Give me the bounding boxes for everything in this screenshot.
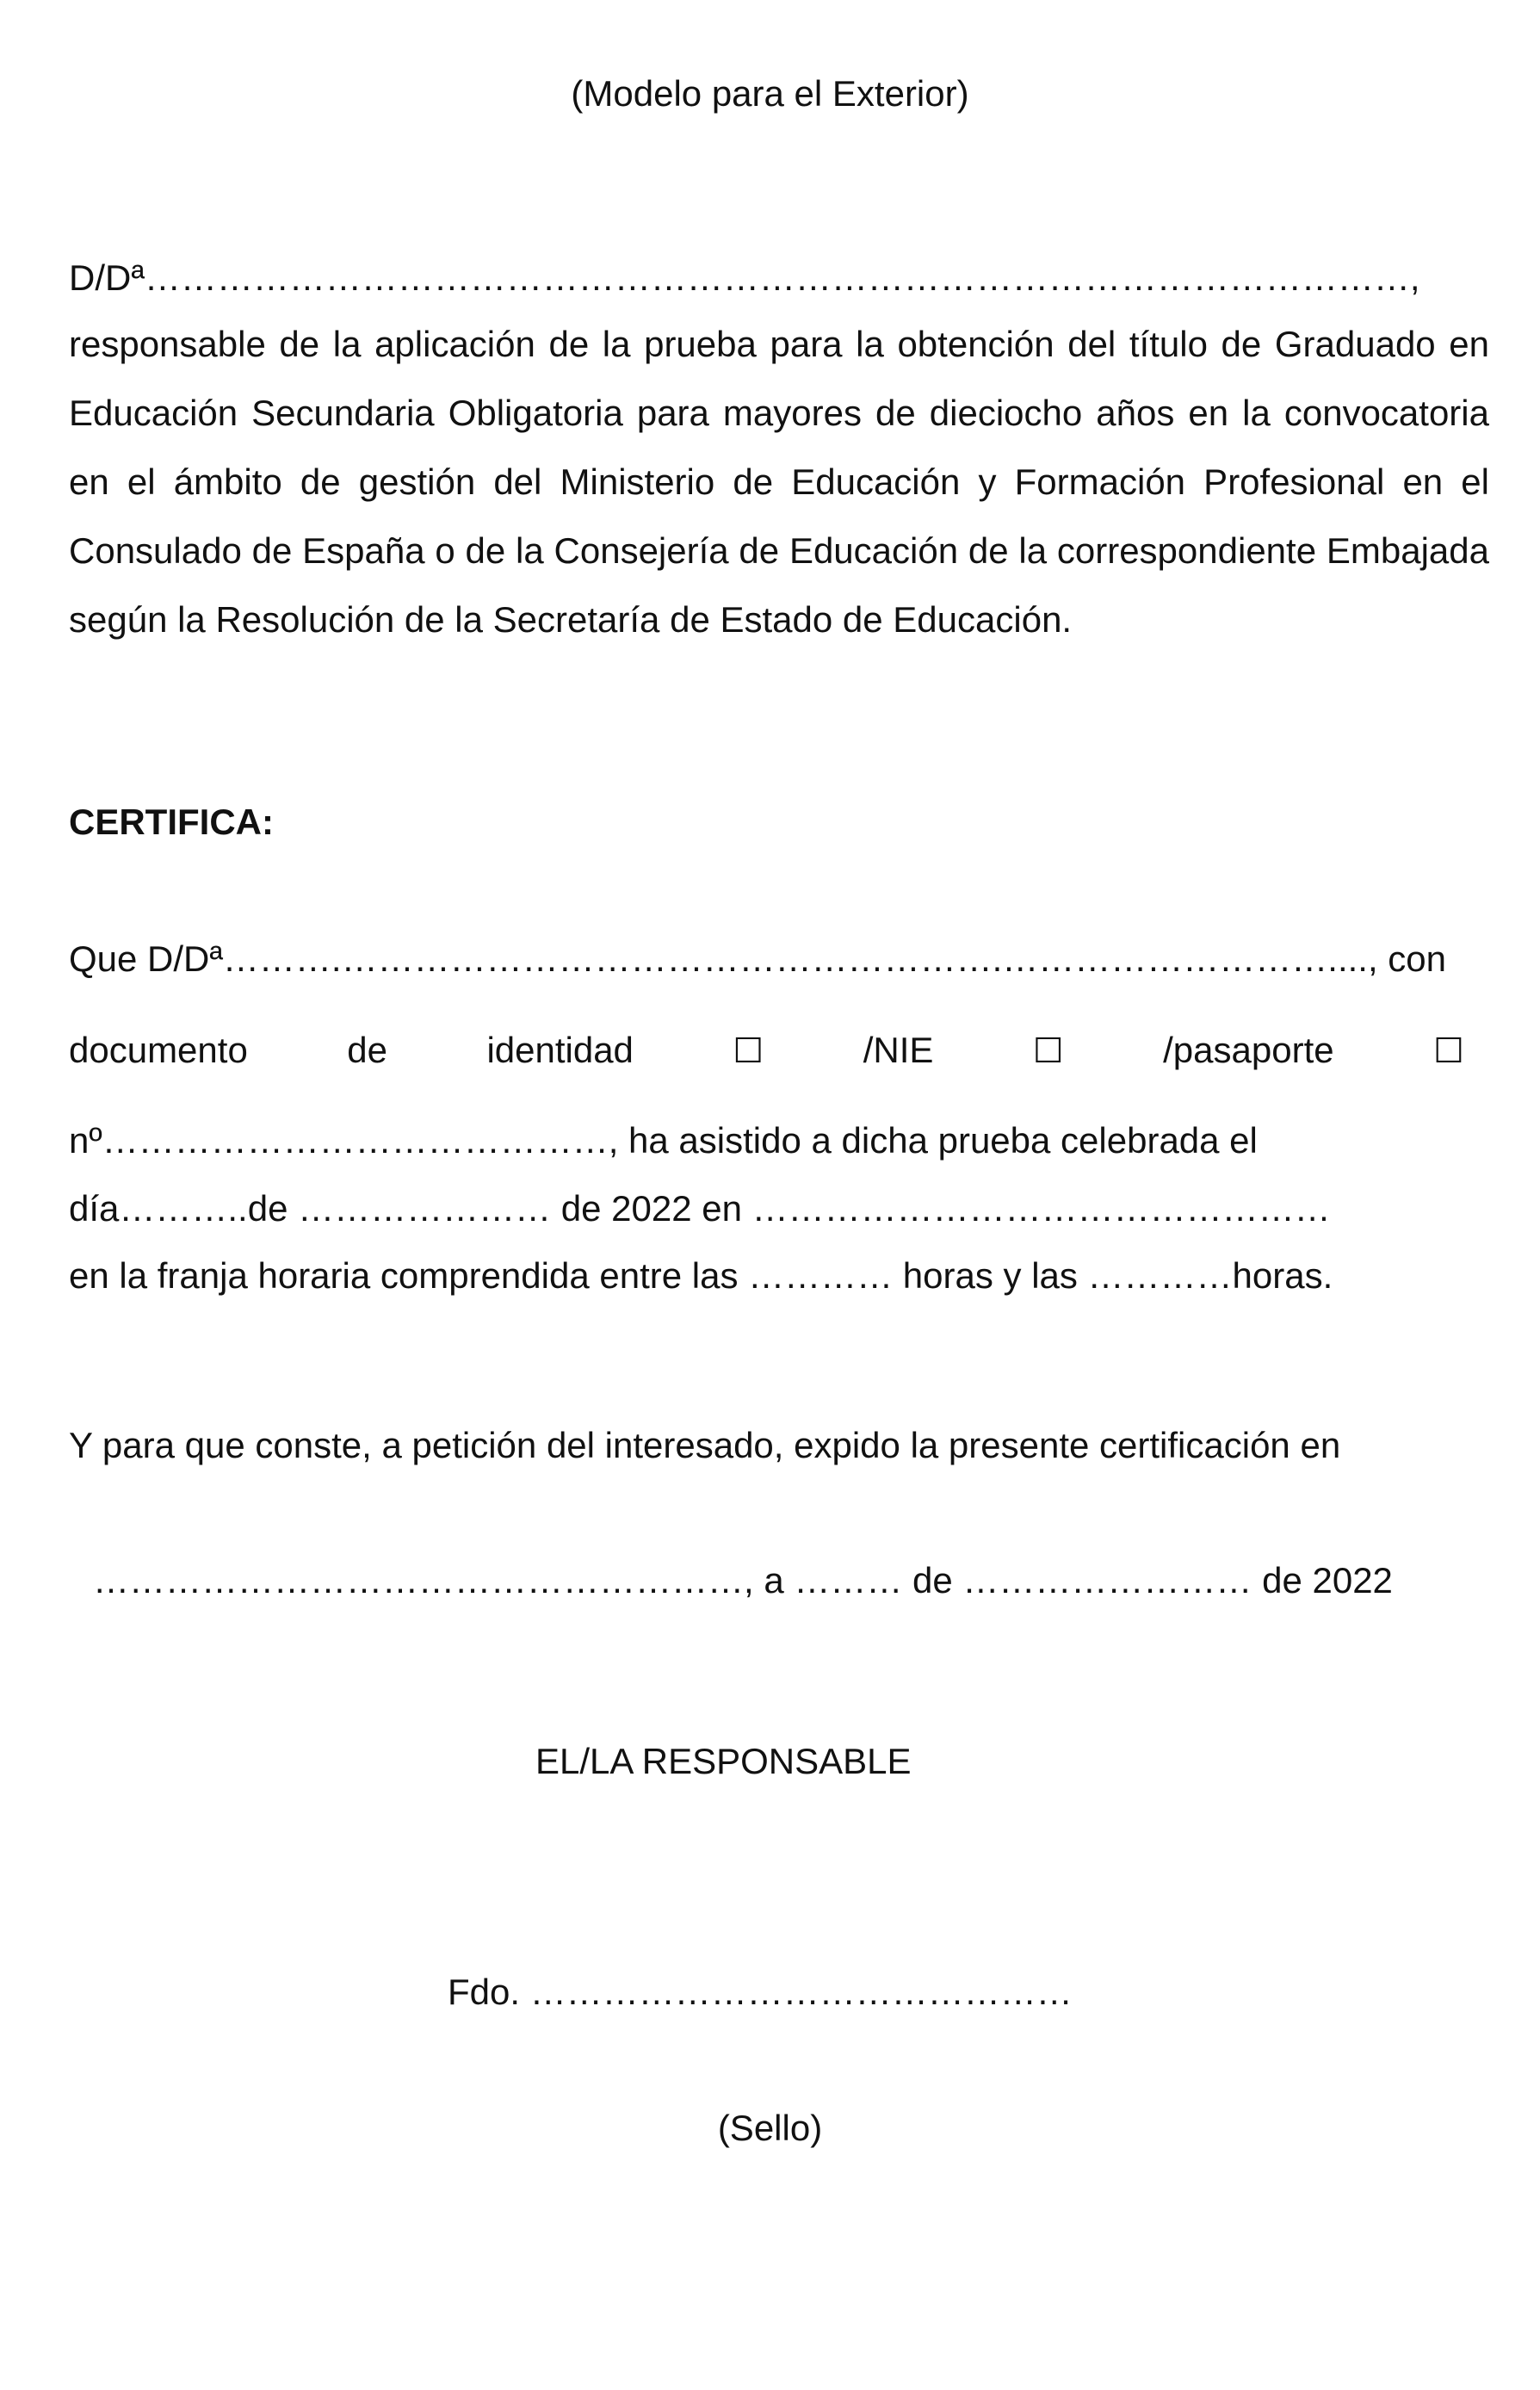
document-type-row [69,1030,1464,1071]
passport-checkbox[interactable]: ☐ [1433,1031,1464,1071]
identity-checkbox[interactable]: ☐ [733,1031,764,1071]
de-label: de [347,1030,387,1070]
closing-statement: Y para que conste, a petición del interesado, expido la presente certificación en [69,1425,1341,1465]
exam-date-line: día………..de ………………… de 2022 en ………………………………………… [69,1188,1331,1229]
responsible-role: EL/LA RESPONSABLE [535,1741,912,1781]
exam-time-line: en la franja horaria comprendida entre las ………… horas y las …………horas. [69,1255,1333,1296]
intro-name-line: D/Dª……………………………………………………………………………………………, [69,257,1420,298]
seal-label: (Sello) [717,2108,823,2148]
documento-label: documento [69,1030,248,1070]
place-date-line: ………………………………………………, a ……… de …………………… de 2022 [93,1560,1393,1601]
nie-checkbox[interactable]: ☐ [1032,1031,1064,1071]
model-label: (Modelo para el Exterior) [571,73,969,114]
certified-person-line: Que D/Dª……….……………………………………………….………………………...., con [69,938,1446,979]
intro-paragraph: responsable de la aplicación de la prueba para la obtención del título de Graduado en Educación Secundaria Obligatoria para mayores de dieciocho años en la convocatoria en el ámbito de gestión del Ministerio de Educación y Formación Profesional en el Consulado de España o de la Consejería de Educación de la correspondiente Embajada según la Resolución de la Secretaría de Estado de Educación. [69,324,1489,640]
signature-line: Fdo. ……………………………………… [448,1972,1073,2012]
nie-label: /NIE [863,1030,934,1070]
identidad-label: identidad [486,1030,634,1070]
document-number-line: nº……………………………………, ha asistido a dicha prueba celebrada el [69,1120,1258,1161]
certifica-heading: CERTIFICA: [69,802,274,842]
pasaporte-label: /pasaporte [1163,1030,1334,1070]
